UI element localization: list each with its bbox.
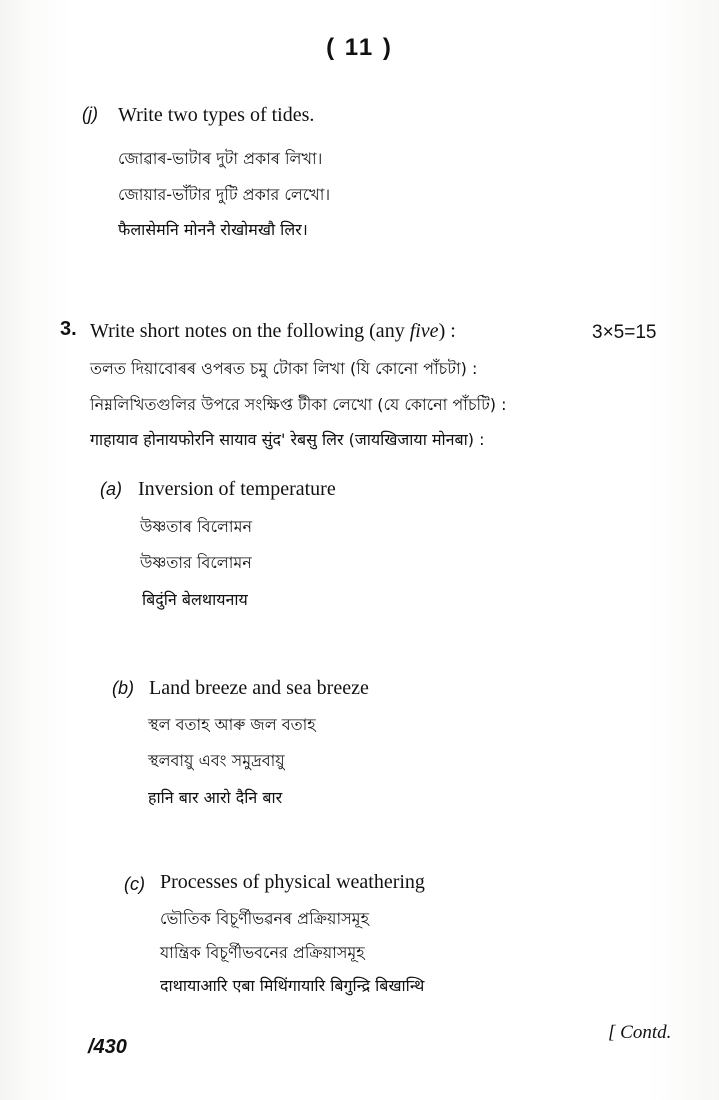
item-a-bodo: बिदुंनि बेलथायनाय	[142, 590, 248, 609]
question-3-english	[90, 320, 456, 343]
item-a-marker: (a)	[100, 479, 122, 499]
item-b-assamese: স্থল বতাহ আৰু জল বতাহ	[148, 715, 316, 734]
question-3-english-prefix: Write short notes on the following (any	[90, 320, 410, 342]
continued-label: [ Contd.	[608, 1022, 672, 1043]
item-a-english: Inversion of temperature	[138, 478, 336, 500]
item-b-bengali: স্থলবায়ু এবং সমুদ্রবায়ু	[148, 751, 285, 770]
question-3-bengali: নিম্নলিখিতগুলির উপরে সংক্ষিপ্ত টীকা লেখো (যে কোনো পাঁচটি) :	[90, 395, 507, 414]
item-a-bengali: উষ্ণতার বিলোমন	[140, 553, 252, 572]
question-2j-english: Write two types of tides.	[118, 104, 315, 126]
question-3-marks: 3×5=15	[592, 322, 657, 343]
item-a-assamese: উষ্ণতাৰ বিলোমন	[140, 517, 253, 536]
question-2j-bodo: फैलासेमनि मोननै रोखोमखौ लिर।	[118, 220, 308, 239]
question-3-number: 3.	[60, 318, 77, 340]
item-c-marker: (c)	[124, 874, 145, 894]
question-3-english-italic: five	[409, 320, 439, 342]
question-2j-bengali: জোয়ার-ভাঁটার দুটি প্রকার লেখো।	[118, 185, 331, 204]
question-3-bodo: गाहायाव होनायफोरनि सायाव सुंद' रेबसु लिर (जायखिजाया मोनबा) :	[90, 430, 485, 449]
question-3-english-suffix: ) :	[438, 320, 456, 342]
item-c-bodo: दाथायाआरि एबा मिथिंगायारि बिगुन्द्रि बिखान्थि	[160, 976, 425, 995]
item-b-english: Land breeze and sea breeze	[149, 677, 369, 699]
item-b-marker: (b)	[112, 678, 134, 698]
page-number: ( 11 )	[326, 34, 393, 61]
paper-code: /430	[88, 1036, 127, 1058]
item-c-assamese: ভৌতিক বিচূৰ্ণীভৱনৰ প্ৰক্ৰিয়াসমূহ	[160, 909, 369, 928]
item-c-bengali: যান্ত্রিক বিচূর্ণীভবনের প্রক্রিয়াসমূহ	[160, 943, 365, 962]
question-2j-assamese: জোৱাৰ-ভাটাৰ দুটা প্ৰকাৰ লিখা।	[118, 149, 323, 168]
question-2j-marker: (j)	[82, 104, 98, 124]
item-b-bodo: हानि बार आरो दैनि बार	[148, 788, 283, 807]
item-c-english: Processes of physical weathering	[160, 871, 425, 893]
question-3-assamese: তলত দিয়াবোৰৰ ওপৰত চমু টোকা লিখা (যি কোনো পাঁচটা) :	[90, 359, 478, 378]
